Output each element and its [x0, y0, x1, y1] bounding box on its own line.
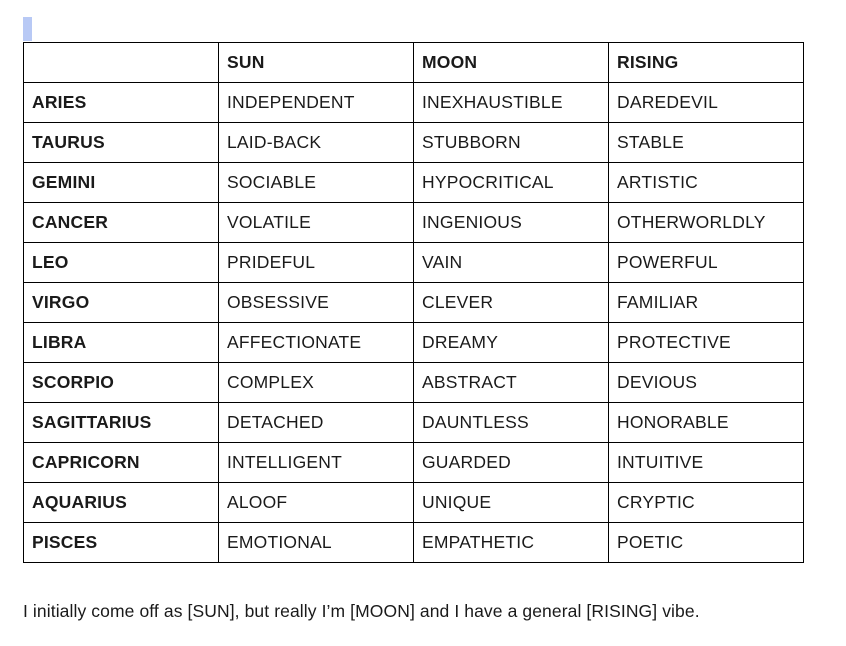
sign-cell[interactable]: AQUARIUS — [24, 483, 219, 523]
table-row — [24, 523, 804, 563]
sun-cell[interactable]: LAID-BACK — [219, 123, 414, 163]
sign-cell[interactable]: PISCES — [24, 523, 219, 563]
table-row — [24, 243, 804, 283]
moon-cell[interactable]: HYPOCRITICAL — [414, 163, 609, 203]
moon-cell[interactable]: DAUNTLESS — [414, 403, 609, 443]
moon-cell[interactable]: CLEVER — [414, 283, 609, 323]
table-row — [24, 403, 804, 443]
rising-cell[interactable]: STABLE — [609, 123, 804, 163]
table-row — [24, 323, 804, 363]
sign-cell[interactable]: SCORPIO — [24, 363, 219, 403]
sign-cell[interactable]: TAURUS — [24, 123, 219, 163]
rising-cell[interactable]: OTHERWORLDLY — [609, 203, 804, 243]
sun-cell[interactable]: VOLATILE — [219, 203, 414, 243]
rising-cell[interactable]: CRYPTIC — [609, 483, 804, 523]
sun-cell[interactable]: INTELLIGENT — [219, 443, 414, 483]
sign-cell[interactable]: SAGITTARIUS — [24, 403, 219, 443]
rising-cell[interactable]: DEVIOUS — [609, 363, 804, 403]
table-row — [24, 83, 804, 123]
sign-cell[interactable]: CAPRICORN — [24, 443, 219, 483]
header-cell-sun[interactable]: SUN — [219, 43, 414, 83]
header-cell-rising[interactable]: RISING — [609, 43, 804, 83]
header-cell-empty[interactable] — [24, 43, 219, 83]
sun-cell[interactable]: AFFECTIONATE — [219, 323, 414, 363]
moon-cell[interactable]: VAIN — [414, 243, 609, 283]
sign-cell[interactable]: CANCER — [24, 203, 219, 243]
sun-cell[interactable]: INDEPENDENT — [219, 83, 414, 123]
moon-cell[interactable]: UNIQUE — [414, 483, 609, 523]
table-row — [24, 363, 804, 403]
template-sentence[interactable]: I initially come off as [SUN], but really I’m [MOON] and I have a general [RISING] vibe. — [23, 601, 700, 621]
rising-cell[interactable]: POETIC — [609, 523, 804, 563]
sun-cell[interactable]: COMPLEX — [219, 363, 414, 403]
sun-cell[interactable]: SOCIABLE — [219, 163, 414, 203]
moon-cell[interactable]: EMPATHETIC — [414, 523, 609, 563]
sun-cell[interactable]: EMOTIONAL — [219, 523, 414, 563]
moon-cell[interactable]: STUBBORN — [414, 123, 609, 163]
sign-cell[interactable]: VIRGO — [24, 283, 219, 323]
header-cell-moon[interactable]: MOON — [414, 43, 609, 83]
rising-cell[interactable]: INTUITIVE — [609, 443, 804, 483]
moon-cell[interactable]: GUARDED — [414, 443, 609, 483]
header-row — [24, 43, 804, 83]
sun-cell[interactable]: OBSESSIVE — [219, 283, 414, 323]
table-row — [24, 123, 804, 163]
rising-cell[interactable]: FAMILIAR — [609, 283, 804, 323]
zodiac-table-body — [24, 43, 804, 563]
sign-cell[interactable]: LIBRA — [24, 323, 219, 363]
rising-cell[interactable]: ARTISTIC — [609, 163, 804, 203]
rising-cell[interactable]: POWERFUL — [609, 243, 804, 283]
table-row — [24, 443, 804, 483]
zodiac-table — [23, 42, 804, 563]
rising-cell[interactable]: PROTECTIVE — [609, 323, 804, 363]
table-row — [24, 163, 804, 203]
sun-cell[interactable]: DETACHED — [219, 403, 414, 443]
text-cursor-highlight — [23, 17, 32, 41]
table-row — [24, 483, 804, 523]
moon-cell[interactable]: INEXHAUSTIBLE — [414, 83, 609, 123]
sign-cell[interactable]: ARIES — [24, 83, 219, 123]
table-row — [24, 203, 804, 243]
sign-cell[interactable]: LEO — [24, 243, 219, 283]
sun-cell[interactable]: ALOOF — [219, 483, 414, 523]
sun-cell[interactable]: PRIDEFUL — [219, 243, 414, 283]
rising-cell[interactable]: HONORABLE — [609, 403, 804, 443]
table-row — [24, 283, 804, 323]
moon-cell[interactable]: DREAMY — [414, 323, 609, 363]
moon-cell[interactable]: ABSTRACT — [414, 363, 609, 403]
moon-cell[interactable]: INGENIOUS — [414, 203, 609, 243]
sign-cell[interactable]: GEMINI — [24, 163, 219, 203]
rising-cell[interactable]: DAREDEVIL — [609, 83, 804, 123]
